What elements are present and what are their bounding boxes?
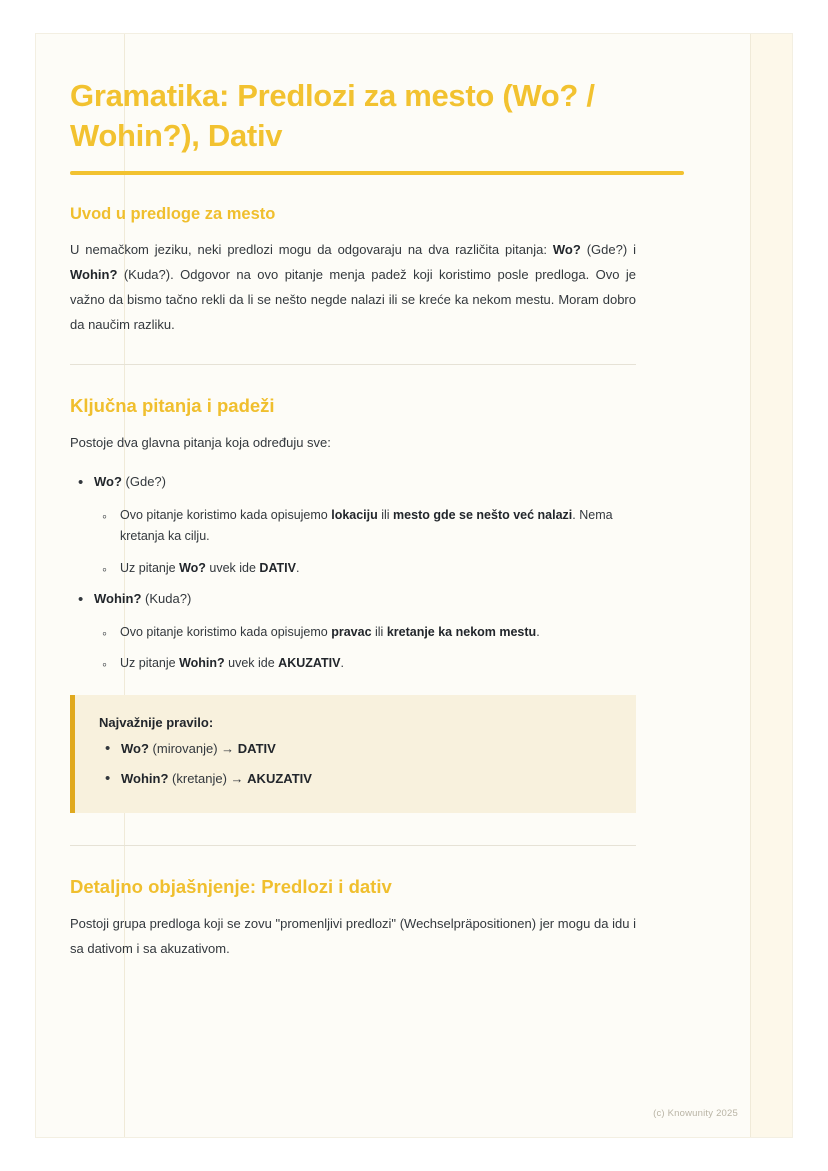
page-side-strip — [751, 34, 792, 1137]
section-divider-2 — [70, 845, 636, 846]
sub-list-item: ◦ Uz pitanje Wo? uvek ide DATIV. — [94, 558, 640, 580]
callout-list-item: • Wohin? (kretanje) → AKUZATIV — [99, 769, 614, 790]
page-title: Gramatika: Predlozi za mesto (Wo? / Wohin?), Dativ — [70, 78, 595, 153]
callout-title: Najvažnije pravilo: — [99, 714, 214, 730]
sub-list-item: ◦ Ovo pitanje koristimo kada opisujemo pravac ili kretanje ka nekom mestu. — [94, 622, 640, 644]
callout-list — [99, 739, 614, 790]
intro-paragraph: U nemačkom jeziku, neki predlozi mogu da odgovaraju na dva različita pitanja: Wo? (Gde?) i Wohin? (Kuda?). Odgovor na ovo pitanje menja padež koji koristimo posle predloga. Ovo je važno da bismo tačno rekli da li se nešto negde nalazi ili se kreće ka nekom mestu. Moram dobro da naučim razliku. — [70, 242, 636, 333]
list-item-label-rest: (Kuda?) — [141, 591, 192, 607]
list-item — [70, 587, 670, 675]
callout-list-item: • Wo? (mirovanje) → DATIV — [99, 739, 614, 760]
section-heading-intro: Uvod u predloge za mesto — [70, 205, 276, 224]
section-heading-detailed: Detaljno objašnjenje: Predlozi i dativ — [70, 875, 392, 897]
list-item — [70, 470, 670, 579]
key-questions-list — [70, 470, 670, 675]
list-item-label: Wo? — [94, 474, 122, 490]
document-content — [70, 34, 670, 962]
key-questions-intro: Postoje dva glavna pitanja koja određuju sve: — [70, 435, 331, 451]
list-item-label: Wohin? — [94, 591, 142, 607]
section-divider-1 — [70, 364, 636, 365]
section-heading-key-questions: Ključna pitanja i padeži — [70, 395, 275, 417]
sub-list — [94, 622, 670, 675]
sub-list-item: ◦ Ovo pitanje koristimo kada opisujemo lokaciju ili mesto gde se nešto već nalazi. Nema kretanja ka cilju. — [94, 505, 640, 548]
list-item-label-rest: (Gde?) — [121, 474, 166, 490]
sub-list — [94, 505, 670, 580]
title-underline — [70, 171, 684, 175]
sub-list-item: ◦ Uz pitanje Wohin? uvek ide AKUZATIV. — [94, 653, 640, 675]
document-page — [36, 34, 792, 1137]
detailed-paragraph: Postoji grupa predloga koji se zovu "promenljivi predlozi" (Wechselpräpositionen) jer mogu da idu i sa dativom i sa akuzativom. — [70, 915, 636, 956]
callout-most-important-rule — [70, 695, 636, 813]
footer-credit: (c) Knowunity 2025 — [653, 1108, 738, 1119]
